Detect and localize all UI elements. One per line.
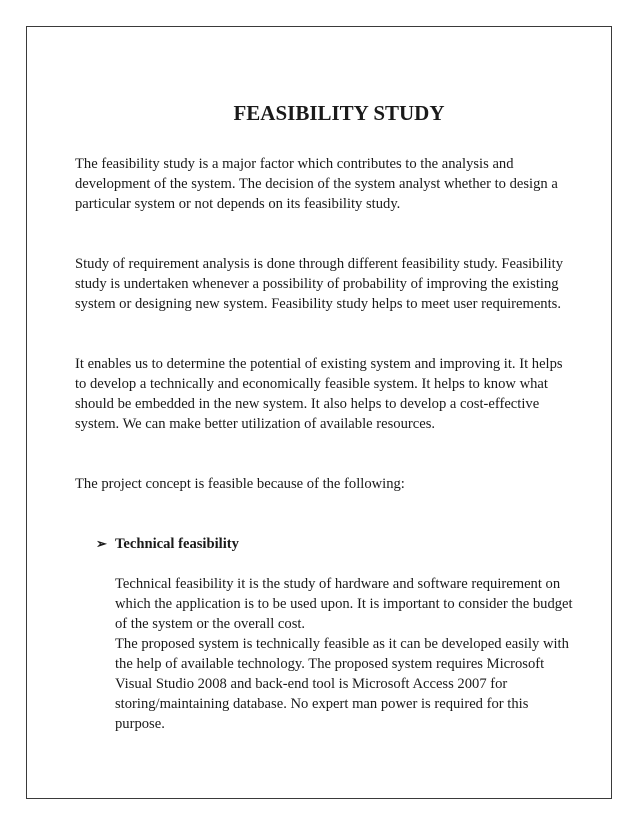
section-paragraph-proposed-system: The proposed system is technically feasible as it can be developed easily with the help of available technology. The proposed system requires Microsoft Visual Studio 2008 and back-end tool is Microsoft Access 2007 for storing/maintaining database. No expert man power is required for this purpose. bbox=[115, 636, 569, 732]
section-heading-row bbox=[96, 534, 575, 554]
section-body bbox=[115, 574, 575, 734]
document-body bbox=[75, 100, 575, 734]
paragraph-benefits: It enables us to determine the potential of existing system and improving it. It helps to develop a technically and economically feasible system. It helps to know what should be embedded in the new system. It also helps to develop a cost-effective system. We can make better utilization of available resources. bbox=[75, 356, 563, 432]
section-heading: Technical feasibility bbox=[115, 536, 239, 552]
paragraph-project-concept: The project concept is feasible because of the following: bbox=[75, 476, 405, 492]
document-title: FEASIBILITY STUDY bbox=[233, 101, 445, 125]
paragraph-intro-definition: The feasibility study is a major factor which contributes to the analysis and development of the system. The decision of the system analyst whether to design a particular system or not depends on its feasibility study. bbox=[75, 156, 558, 212]
arrow-bullet-icon: ➢ bbox=[96, 536, 107, 551]
paragraph-requirement-analysis: Study of requirement analysis is done through different feasibility study. Feasibility study is undertaken whenever a possibility of probability of improving the existing system or designing new system. Feasibility study helps to meet user requirements. bbox=[75, 256, 563, 312]
section-paragraph-definition: Technical feasibility it is the study of hardware and software requirement on which the application is to be used upon. It is important to consider the budget of the system or the overall cost. bbox=[115, 576, 573, 632]
